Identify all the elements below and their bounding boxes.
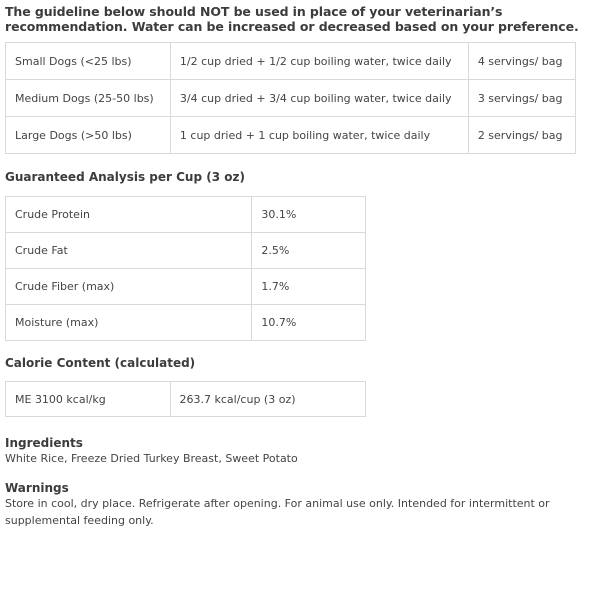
product-details <box>5 4 600 529</box>
servings-cell: 3 servings/ bag <box>468 80 575 117</box>
table-row <box>6 117 576 154</box>
warnings-text: Store in cool, dry place. Refrigerate after opening. For animal use only. Intended for intermittent or supplemental feeding only. <box>5 497 550 527</box>
guaranteed-analysis-table <box>5 196 366 341</box>
nutrient-name-cell: Crude Fiber (max) <box>6 269 252 305</box>
guideline-notice: The guideline below should NOT be used in place of your veterinarian’s recommendation. Water can be increased or decreased based on your preference. <box>5 4 579 34</box>
dog-size-cell: Large Dogs (>50 lbs) <box>6 117 171 154</box>
nutrient-value-cell: 30.1% <box>252 197 366 233</box>
nutrient-value-cell: 10.7% <box>252 305 366 341</box>
calories-per-cup-cell: 263.7 kcal/cup (3 oz) <box>170 382 365 417</box>
warnings-heading: Warnings <box>5 481 69 495</box>
feeding-guide-table <box>5 42 576 154</box>
servings-cell: 2 servings/ bag <box>468 117 575 154</box>
dog-size-cell: Medium Dogs (25-50 lbs) <box>6 80 171 117</box>
table-row <box>6 80 576 117</box>
metabolizable-energy-cell: ME 3100 kcal/kg <box>6 382 171 417</box>
analysis-heading: Guaranteed Analysis per Cup (3 oz) <box>5 170 245 184</box>
nutrient-name-cell: Crude Fat <box>6 233 252 269</box>
calorie-content-table <box>5 381 366 417</box>
servings-cell: 4 servings/ bag <box>468 43 575 80</box>
nutrient-name-cell: Moisture (max) <box>6 305 252 341</box>
calorie-heading: Calorie Content (calculated) <box>5 356 196 370</box>
table-row <box>6 197 366 233</box>
nutrient-name-cell: Crude Protein <box>6 197 252 233</box>
dog-size-cell: Small Dogs (<25 lbs) <box>6 43 171 80</box>
feeding-amount-cell: 3/4 cup dried + 3/4 cup boiling water, twice daily <box>170 80 468 117</box>
table-row <box>6 382 366 417</box>
table-row <box>6 269 366 305</box>
ingredients-text: White Rice, Freeze Dried Turkey Breast, Sweet Potato <box>5 452 298 465</box>
table-row <box>6 43 576 80</box>
feeding-amount-cell: 1/2 cup dried + 1/2 cup boiling water, twice daily <box>170 43 468 80</box>
nutrient-value-cell: 2.5% <box>252 233 366 269</box>
table-row <box>6 305 366 341</box>
table-row <box>6 233 366 269</box>
nutrient-value-cell: 1.7% <box>252 269 366 305</box>
feeding-amount-cell: 1 cup dried + 1 cup boiling water, twice daily <box>170 117 468 154</box>
ingredients-heading: Ingredients <box>5 436 83 450</box>
